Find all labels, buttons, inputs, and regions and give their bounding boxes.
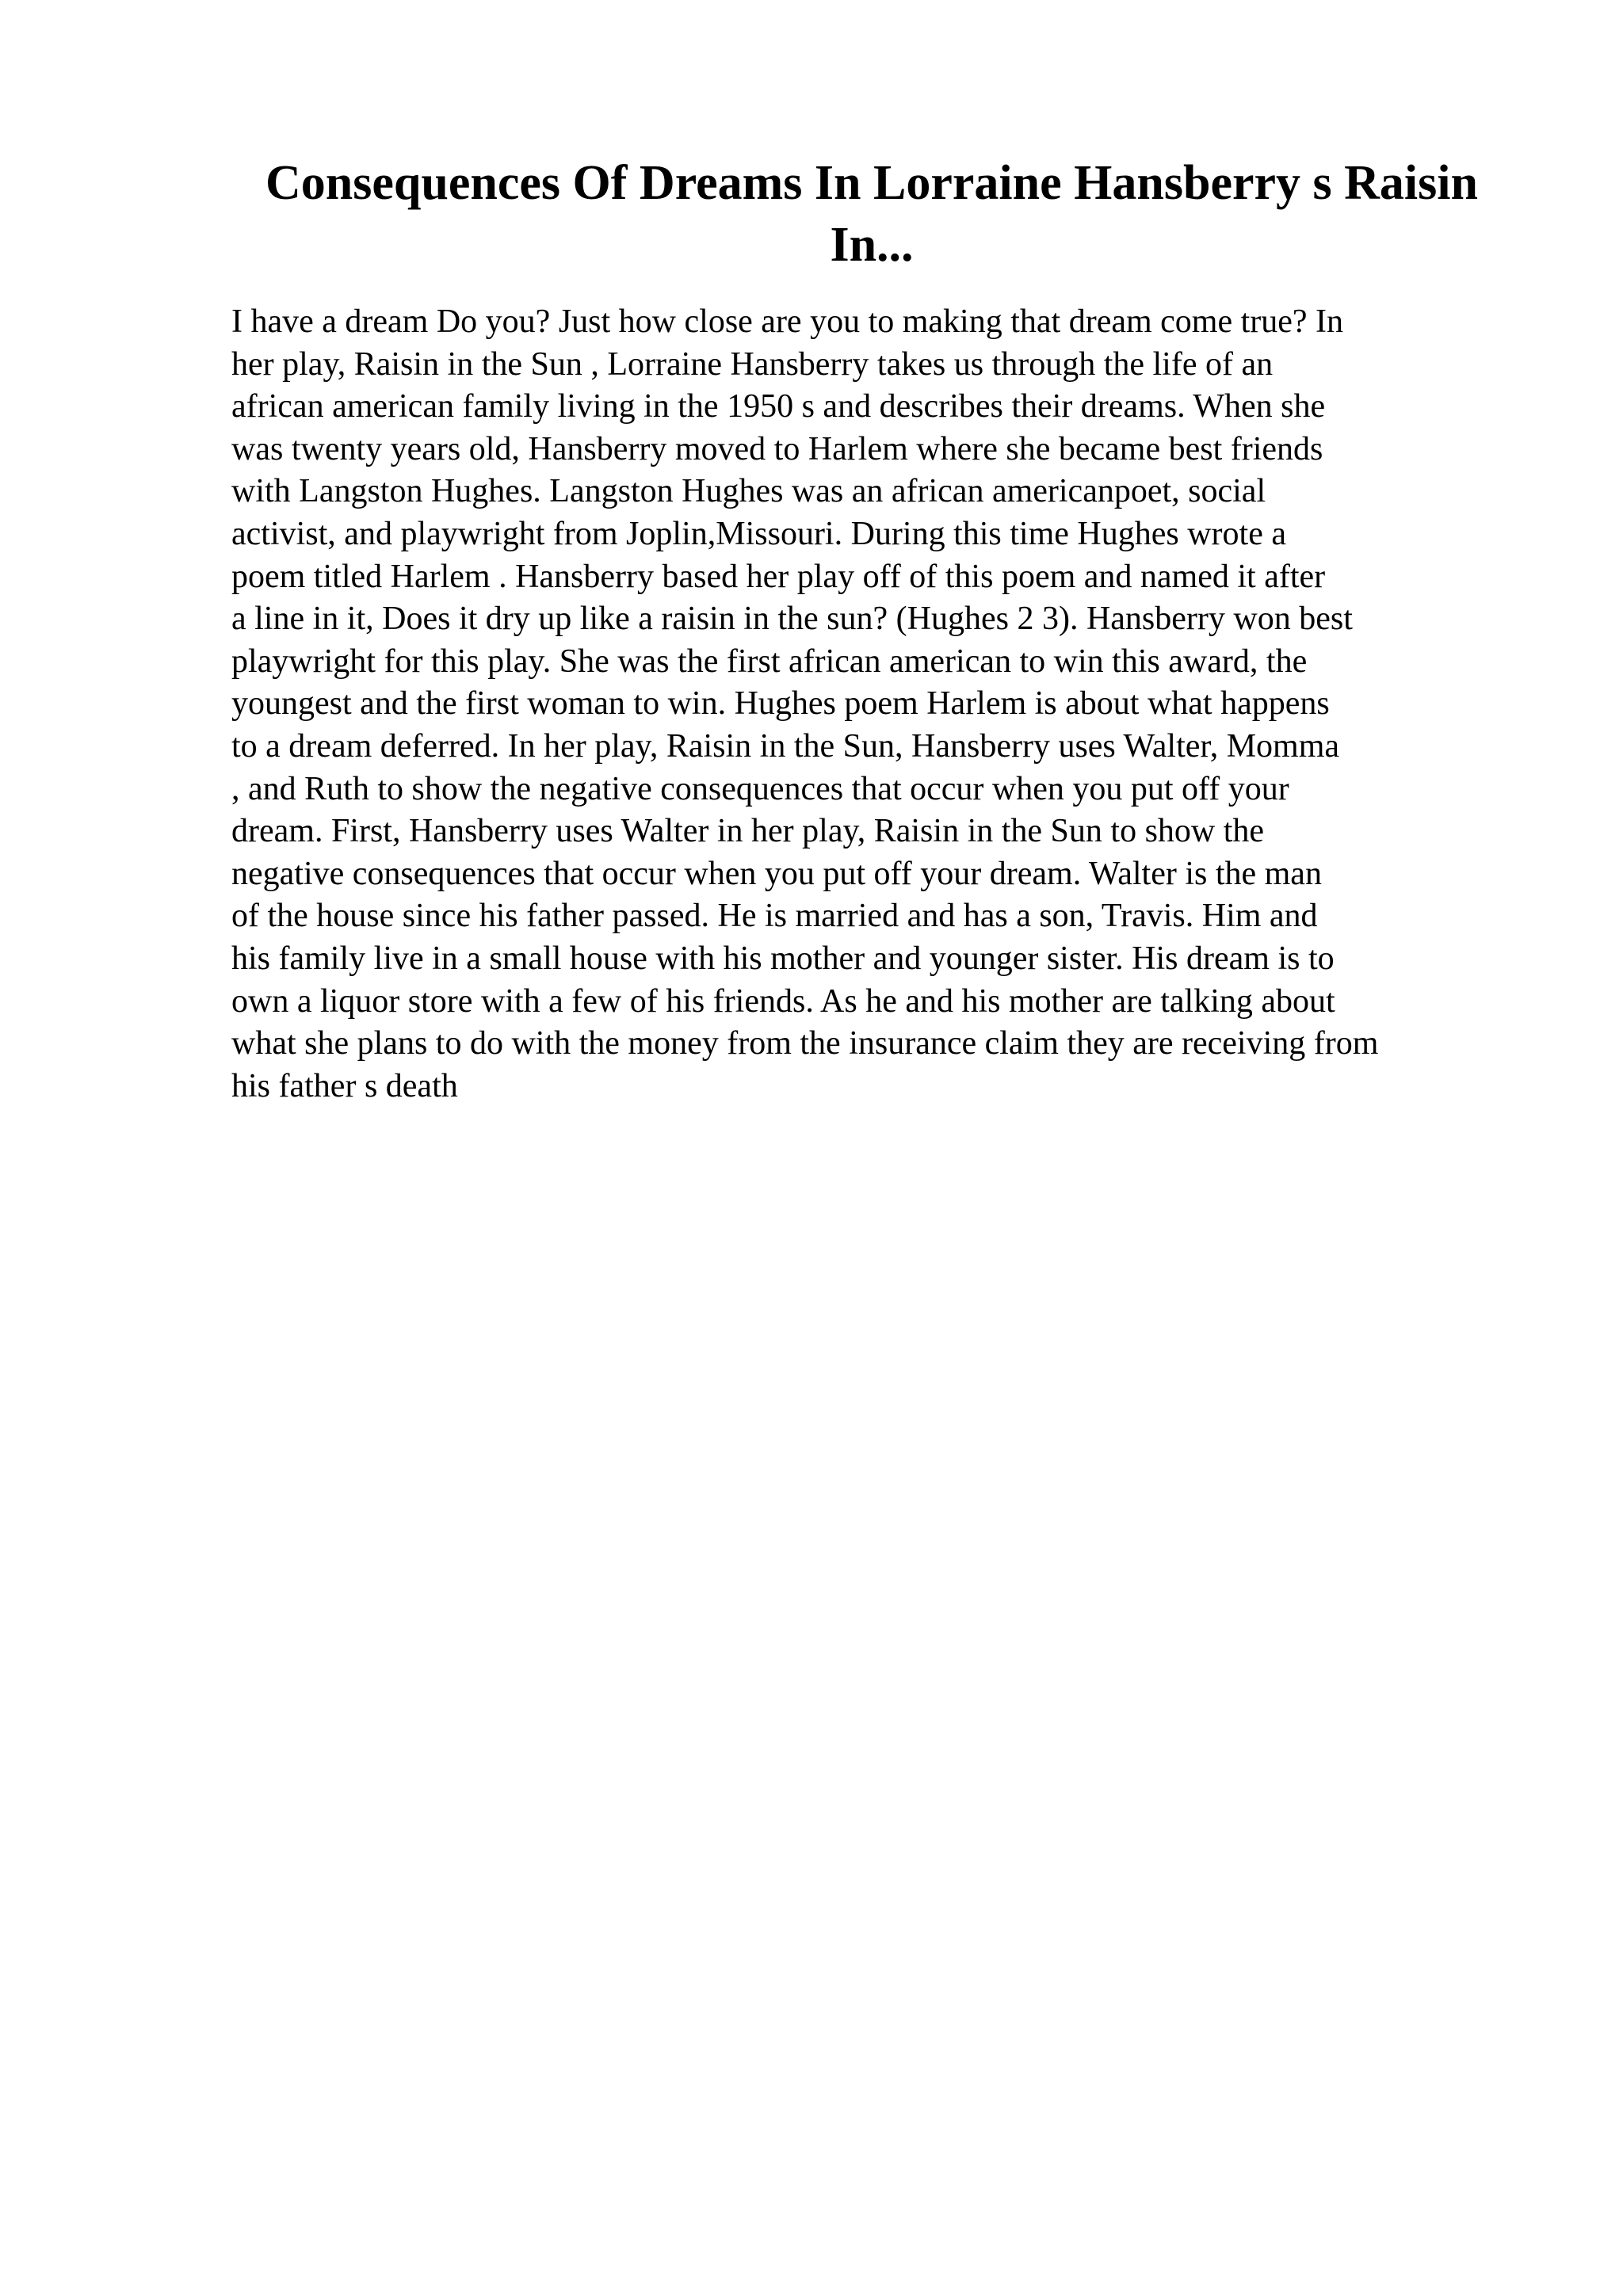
body-line: dream. First, Hansberry uses Walter in her play, Raisin in the Sun to show the — [231, 813, 1265, 850]
document-title: Consequences Of Dreams In Lorraine Hansberry s Raisin In... — [265, 156, 1478, 272]
body-line: poem titled Harlem . Hansberry based her play off of this poem and named it after — [231, 558, 1326, 595]
body-line: I have a dream Do you? Just how close are you to making that dream come true? In — [231, 303, 1344, 340]
body-line: a line in it, Does it dry up like a raisin in the sun? (Hughes 2 3). Hansberry won best — [231, 601, 1353, 638]
body-line: his family live in a small house with his mother and younger sister. His dream is to — [231, 940, 1335, 977]
body-line: , and Ruth to show the negative consequences that occur when you put off your — [231, 770, 1289, 807]
body-line: negative consequences that occur when you put off your dream. Walter is the man — [231, 855, 1322, 892]
body-line: youngest and the first woman to win. Hughes poem Harlem is about what happens — [231, 685, 1330, 723]
body-line: african american family living in the 1950 s and describes their dreams. When she — [231, 388, 1326, 425]
body-line: activist, and playwright from Joplin,Missouri. During this time Hughes wrote a — [231, 515, 1286, 552]
body-line: to a dream deferred. In her play, Raisin in the Sun, Hansberry uses Walter, Momma — [231, 727, 1340, 765]
body-line: with Langston Hughes. Langston Hughes was an african americanpoet, social — [231, 473, 1266, 510]
body-line: of the house since his father passed. He is married and has a son, Travis. Him and — [231, 898, 1318, 935]
body-line: his father s death — [231, 1067, 458, 1104]
body-line: own a liquor store with a few of his friends. As he and his mother are talking about — [231, 982, 1335, 1020]
body-line: playwright for this play. She was the first african american to win this award, the — [231, 643, 1308, 680]
body-line: her play, Raisin in the Sun , Lorraine Hansberry takes us through the life of an — [231, 345, 1274, 383]
body-line: was twenty years old, Hansberry moved to Harlem where she became best friends — [231, 430, 1323, 467]
body-line: what she plans to do with the money from the insurance claim they are receiving from — [231, 1025, 1379, 1062]
essay-body — [231, 301, 1531, 1108]
